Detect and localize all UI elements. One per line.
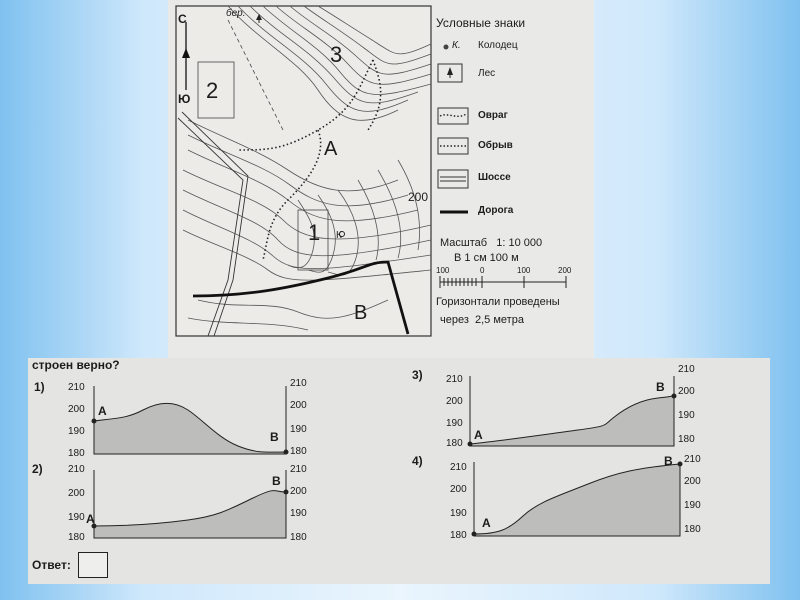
shore-label: бер.	[226, 8, 246, 19]
p4-right-200: 200	[684, 476, 701, 487]
answer-label: Ответ:	[32, 558, 71, 572]
p4-left-190: 190	[450, 508, 467, 519]
p2-left-210: 210	[68, 464, 85, 475]
p2-right-200: 200	[290, 486, 307, 497]
contour-note-2: через 2,5 метра	[440, 314, 524, 326]
p3-point-b: B	[656, 380, 665, 394]
profiles-sheet	[28, 358, 770, 584]
profile-2-graph	[92, 470, 289, 538]
cliff-symbol	[438, 138, 468, 154]
p2-right-190: 190	[290, 508, 307, 519]
legend-highway-label: Шоссе	[478, 172, 511, 183]
profile-4-graph	[472, 462, 683, 537]
ravine-symbol	[438, 108, 468, 124]
p2-left-200: 200	[68, 488, 85, 499]
p1-right-190: 190	[290, 424, 307, 435]
p2-point-a: A	[86, 512, 95, 526]
legend-title: Условные знаки	[436, 16, 526, 30]
area-label-2: 2	[206, 78, 219, 103]
profile-4-number: 4)	[412, 454, 423, 468]
answer-box[interactable]	[78, 552, 108, 578]
north-label: С	[178, 12, 187, 26]
p3-right-210: 210	[678, 364, 695, 375]
p1-point-a: A	[98, 404, 107, 418]
p3-point-a: A	[474, 428, 483, 442]
legend-well-label: Колодец	[478, 40, 518, 51]
p2-right-180: 180	[290, 532, 307, 543]
p4-right-180: 180	[684, 524, 701, 535]
well-symbol-text: К.	[452, 40, 461, 51]
profile-1-number: 1)	[34, 380, 45, 394]
p3-right-180: 180	[678, 434, 695, 445]
p3-right-200: 200	[678, 386, 695, 397]
p2-left-190: 190	[68, 512, 85, 523]
scale-text: Масштаб 1: 10 000	[440, 237, 543, 249]
scale-tick-200: 200	[558, 266, 572, 275]
topographic-map-sheet	[168, 0, 594, 358]
p2-right-210: 210	[290, 464, 307, 475]
map-frame	[176, 6, 431, 336]
p1-left-190: 190	[68, 426, 85, 437]
contour-note-1: Горизонтали проведены	[436, 296, 560, 308]
point-a-map: A	[324, 138, 338, 160]
p4-left-200: 200	[450, 484, 467, 495]
p4-point-a: A	[482, 516, 491, 530]
scale-tick-100: 100	[517, 266, 531, 275]
p4-left-210: 210	[450, 462, 467, 473]
p4-left-180: 180	[450, 530, 467, 541]
p3-left-190: 190	[446, 418, 463, 429]
p4-right-210: 210	[684, 454, 701, 465]
p1-left-210: 210	[68, 382, 85, 393]
p1-right-210: 210	[290, 378, 307, 389]
legend-cliff-label: Обрыв	[478, 140, 513, 151]
question-fragment: строен верно?	[32, 358, 120, 372]
profile-1-graph	[92, 386, 289, 455]
area-label-1: 1	[308, 220, 321, 245]
profile-2-number: 2)	[32, 462, 43, 476]
well-mark: К	[336, 230, 342, 241]
highway-symbol	[438, 170, 468, 188]
p3-right-190: 190	[678, 410, 695, 421]
p1-right-180: 180	[290, 446, 307, 457]
p4-right-190: 190	[684, 500, 701, 511]
profile-3-graph	[468, 376, 677, 447]
scale-bar	[440, 276, 566, 288]
south-label: Ю	[178, 92, 191, 106]
scale-tick-0: 0	[480, 266, 485, 275]
area-label-3: 3	[330, 42, 343, 67]
profile-3-number: 3)	[412, 368, 423, 382]
legend-forest-label: Лес	[478, 68, 496, 79]
p1-left-200: 200	[68, 404, 85, 415]
point-b-map: B	[354, 302, 368, 324]
scale-tick-100-left: 100	[436, 266, 450, 275]
scale-sub: В 1 см 100 м	[454, 252, 519, 264]
p1-right-200: 200	[290, 400, 307, 411]
p2-point-b: B	[272, 474, 281, 488]
p4-point-b: B	[664, 454, 673, 468]
legend-road-label: Дорога	[478, 205, 514, 216]
elevation-label: 200	[408, 190, 429, 204]
p1-left-180: 180	[68, 448, 85, 459]
legend-ravine-label: Овраг	[478, 110, 508, 121]
well-symbol	[444, 45, 449, 50]
p1-point-b: B	[270, 430, 279, 444]
p3-left-200: 200	[446, 396, 463, 407]
p3-left-180: 180	[446, 438, 463, 449]
p3-left-210: 210	[446, 374, 463, 385]
p2-left-180: 180	[68, 532, 85, 543]
